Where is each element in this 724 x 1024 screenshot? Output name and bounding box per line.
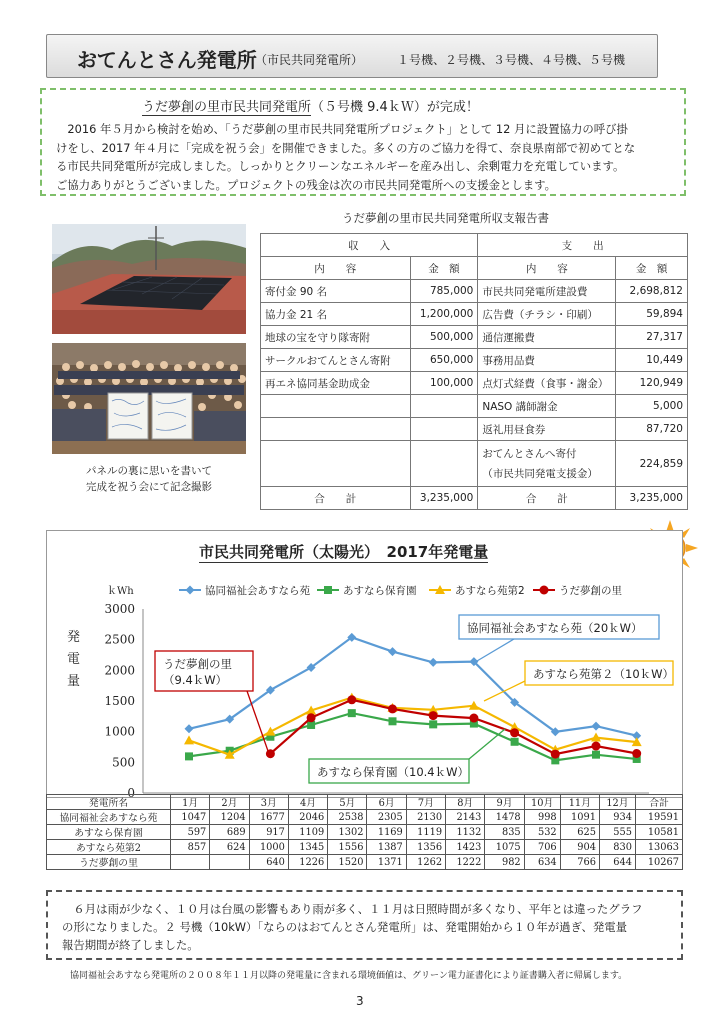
total-row: 合 計 3,235,000 合 計 3,235,000 [261, 487, 688, 510]
value-cell: 2538 [328, 810, 367, 825]
value-cell: 766 [560, 855, 599, 870]
value-cell: 1387 [367, 840, 406, 855]
data-point [185, 752, 193, 760]
value-cell: 1677 [249, 810, 288, 825]
legend-marker [540, 586, 549, 595]
data-point [389, 717, 397, 725]
header-cell: 6月 [367, 795, 406, 810]
value-cell: 1132 [446, 825, 485, 840]
table-row: NASO 講師謝金 5,000 [261, 395, 688, 418]
legend-label: うだ夢創の里 [559, 585, 622, 597]
value-cell: 1075 [485, 840, 524, 855]
expense-header: 支 出 [478, 234, 688, 257]
value-cell: 1000 [249, 840, 288, 855]
value-cell: 2046 [288, 810, 327, 825]
series-line [189, 637, 637, 735]
data-point [592, 751, 600, 759]
value-cell: 1109 [288, 825, 327, 840]
value-cell: 597 [171, 825, 210, 840]
table-row: サークルおてんとさん寄附 650,000 事務用品費 10,449 [261, 349, 688, 372]
data-point [265, 727, 275, 736]
callout-leader [469, 729, 505, 759]
header-cell: 4月 [288, 795, 327, 810]
value-cell: 835 [485, 825, 524, 840]
legend-marker [186, 586, 195, 595]
value-cell: 640 [249, 855, 288, 870]
legend-label: あすなら保育園 [343, 585, 417, 597]
data-point [429, 658, 438, 667]
data-point [347, 695, 356, 704]
value-cell: 998 [524, 810, 560, 825]
page-number: 3 [356, 994, 364, 1008]
value-cell: 1423 [446, 840, 485, 855]
callout-label: うだ夢創の里 [163, 657, 232, 671]
value-cell: 2130 [406, 810, 445, 825]
data-point [551, 750, 560, 759]
table-row: 寄付金 90 名 785,000 市民共同発電所建設費 2,698,812 [261, 280, 688, 303]
y-axis-label: 電 [67, 652, 81, 667]
value-cell: 1262 [406, 855, 445, 870]
value-cell [210, 855, 249, 870]
data-point [307, 713, 316, 722]
financial-report-table [260, 233, 688, 510]
header-cell: 7月 [406, 795, 445, 810]
data-point [592, 742, 601, 751]
value-cell: 2143 [446, 810, 485, 825]
data-point [388, 647, 397, 656]
data-point [592, 722, 601, 731]
group-photo [52, 343, 246, 454]
notice-line: けをし、2017 年４月に「完成を祝う会」を開催できました。多くの方のご協力を得て、奈良県南部で初めてとな [56, 140, 636, 155]
value-cell: 10581 [635, 825, 682, 840]
data-point [632, 749, 641, 758]
footnote: 協同福祉会あすなら発電所の２００８年１１月以降の発電量に含まれる環境価値は、グリーン電力証書化により証書購入者に帰属します。 [70, 971, 628, 981]
data-point [184, 735, 194, 744]
chart-title: 市民共同発電所（太陽光） 2017年発電量 [199, 543, 489, 561]
col-content: 内 容 [478, 257, 616, 280]
plant-name-cell: あすなら保育園 [47, 825, 171, 840]
value-cell: 1204 [210, 810, 249, 825]
table-row [47, 810, 683, 825]
value-cell: 1478 [485, 810, 524, 825]
value-cell: 904 [560, 840, 599, 855]
value-cell: 1520 [328, 855, 367, 870]
header-cell: 12月 [599, 795, 635, 810]
value-cell: 982 [485, 855, 524, 870]
value-cell: 934 [599, 810, 635, 825]
generation-table [46, 794, 683, 870]
table-row [47, 825, 683, 840]
header-cell: 11月 [560, 795, 599, 810]
y-tick-label: 3000 [104, 602, 135, 616]
completion-notice [40, 88, 686, 196]
value-cell: 624 [210, 840, 249, 855]
table-row [47, 840, 683, 855]
legend-label: 協同福祉会あすなら苑 [205, 585, 310, 597]
report-title: うだ夢創の里市民共同発電所収支報告書 [342, 211, 549, 225]
y-tick-label: 1000 [104, 724, 135, 739]
callout-label: あすなら苑第２（10ｋW） [533, 667, 675, 681]
value-cell: 1119 [406, 825, 445, 840]
callout-label: 協同福祉会あすなら苑（20ｋW） [467, 621, 643, 635]
y-tick-label: 0 [127, 786, 135, 797]
value-cell: 857 [171, 840, 210, 855]
value-cell: 1169 [367, 825, 406, 840]
y-tick-label: 2500 [104, 632, 135, 647]
value-cell: 625 [560, 825, 599, 840]
data-point [510, 728, 519, 737]
col-amount: 金 額 [616, 257, 688, 280]
callout-label: あすなら保育園（10.4ｋW） [317, 765, 469, 779]
y-axis-label: 発 [67, 630, 81, 645]
data-point [185, 724, 194, 733]
value-cell: 1091 [560, 810, 599, 825]
plant-name-cell: 協同福祉会あすなら苑 [47, 810, 171, 825]
header-cell: 2月 [210, 795, 249, 810]
y-tick-label: 1500 [104, 694, 135, 708]
col-amount: 金 額 [410, 257, 478, 280]
header-cell: 発電所名 [47, 795, 171, 810]
photo-caption: パネルの裏に思いを書いて 完成を祝う会にて記念撮影 [86, 465, 212, 493]
header-cell: 10月 [524, 795, 560, 810]
value-cell: 644 [599, 855, 635, 870]
notice-line: る市民共同発電所が完成しました。しっかりとクリーンなエネルギーを産み出し、余剰電力を充電しています。 [56, 159, 625, 173]
chart-plot [47, 531, 682, 797]
y-axis-label: 量 [67, 674, 81, 689]
value-cell: 1226 [288, 855, 327, 870]
notice-body [56, 120, 674, 194]
plant-name-cell: あすなら苑第2 [47, 840, 171, 855]
data-point [388, 704, 397, 713]
table-row: 地球の宝を守り隊寄附 500,000 通信運搬費 27,317 [261, 326, 688, 349]
data-point [469, 714, 478, 723]
value-cell: 532 [524, 825, 560, 840]
notice-line: 2016 年５月から検討を始め、「うだ夢創の里市民共同発電所プロジェクト」として 12 月に設置協力の呼び掛 [56, 122, 628, 136]
table-row: 返礼用昼食券 87,720 [261, 418, 688, 441]
value-cell: 1371 [367, 855, 406, 870]
callout-leader [477, 639, 514, 661]
notice-line: ご協力ありがとうございました。プロジェクトの残金は次の市民共同発電所への支援金とします。 [56, 177, 557, 192]
legend-marker [324, 586, 332, 594]
header-cell: 3月 [249, 795, 288, 810]
value-cell: 634 [524, 855, 560, 870]
page-subtitle: （市民共同発電所） [255, 53, 364, 67]
header-banner [46, 34, 658, 78]
table-row: 協力金 21 名 1,200,000 広告費（チラシ・印刷） 59,894 [261, 303, 688, 326]
value-cell: 555 [599, 825, 635, 840]
value-cell: 706 [524, 840, 560, 855]
plant-name-cell: うだ夢創の里 [47, 855, 171, 870]
data-point [348, 709, 356, 717]
header-cell: 8月 [446, 795, 485, 810]
table-row: 再エネ協同基金助成金 100,000 点灯式経費（食事・謝金） 120,949 [261, 372, 688, 395]
callout-leader [484, 681, 525, 701]
value-cell: 1222 [446, 855, 485, 870]
table-header-row [47, 795, 683, 810]
value-cell: 1345 [288, 840, 327, 855]
legend-label: あすなら苑第2 [455, 585, 525, 597]
comment-box [46, 890, 683, 960]
value-cell: 19591 [635, 810, 682, 825]
y-tick-label: 500 [112, 755, 135, 770]
callout-label: （9.4ｋW） [163, 673, 228, 687]
value-cell: 830 [599, 840, 635, 855]
notice-title: うだ夢創の里市民共同発電所（５号機 9.4ｋＷ）が完成！ [142, 100, 479, 115]
solar-roof-photo [52, 224, 246, 334]
series-line [189, 713, 637, 760]
col-content: 内 容 [261, 257, 411, 280]
unit-list: １号機、２号機、３号機、４号機、５号機 [397, 53, 626, 67]
income-header: 収 入 [261, 234, 478, 257]
table-row: おてんとさんへ寄付 （市民共同発電支援金） 224,859 [261, 441, 688, 487]
value-cell: 689 [210, 825, 249, 840]
data-point [511, 738, 519, 746]
value-cell: 2305 [367, 810, 406, 825]
header-cell: 5月 [328, 795, 367, 810]
value-cell [171, 855, 210, 870]
value-cell: 13063 [635, 840, 682, 855]
value-cell: 917 [249, 825, 288, 840]
comment-body: ６月は雨が少なく、１０月は台風の影響もあり雨が多く、１１月は日照時間が多くなり、平年とは違ったグラフ の形になりました。２ 号機（10kW）「ならのはおてんとさん発電所」は、発電開始から１０年が過ぎ、発電量 報告期間が終了しました。 [62, 902, 643, 952]
y-tick-label: 2000 [104, 663, 135, 678]
value-cell: 1302 [328, 825, 367, 840]
value-cell: 1047 [171, 810, 210, 825]
header-cell: 1月 [171, 795, 210, 810]
series-line [189, 698, 637, 755]
value-cell: 1556 [328, 840, 367, 855]
data-point [429, 711, 438, 720]
generation-chart [46, 530, 683, 798]
table-row [47, 855, 683, 870]
page-title: おてんとさん発電所 [77, 48, 257, 72]
value-cell: 1356 [406, 840, 445, 855]
y-unit-label: ｋWh [107, 586, 134, 597]
header-cell: 合計 [635, 795, 682, 810]
header-cell: 9月 [485, 795, 524, 810]
data-point [429, 720, 437, 728]
value-cell: 10267 [635, 855, 682, 870]
